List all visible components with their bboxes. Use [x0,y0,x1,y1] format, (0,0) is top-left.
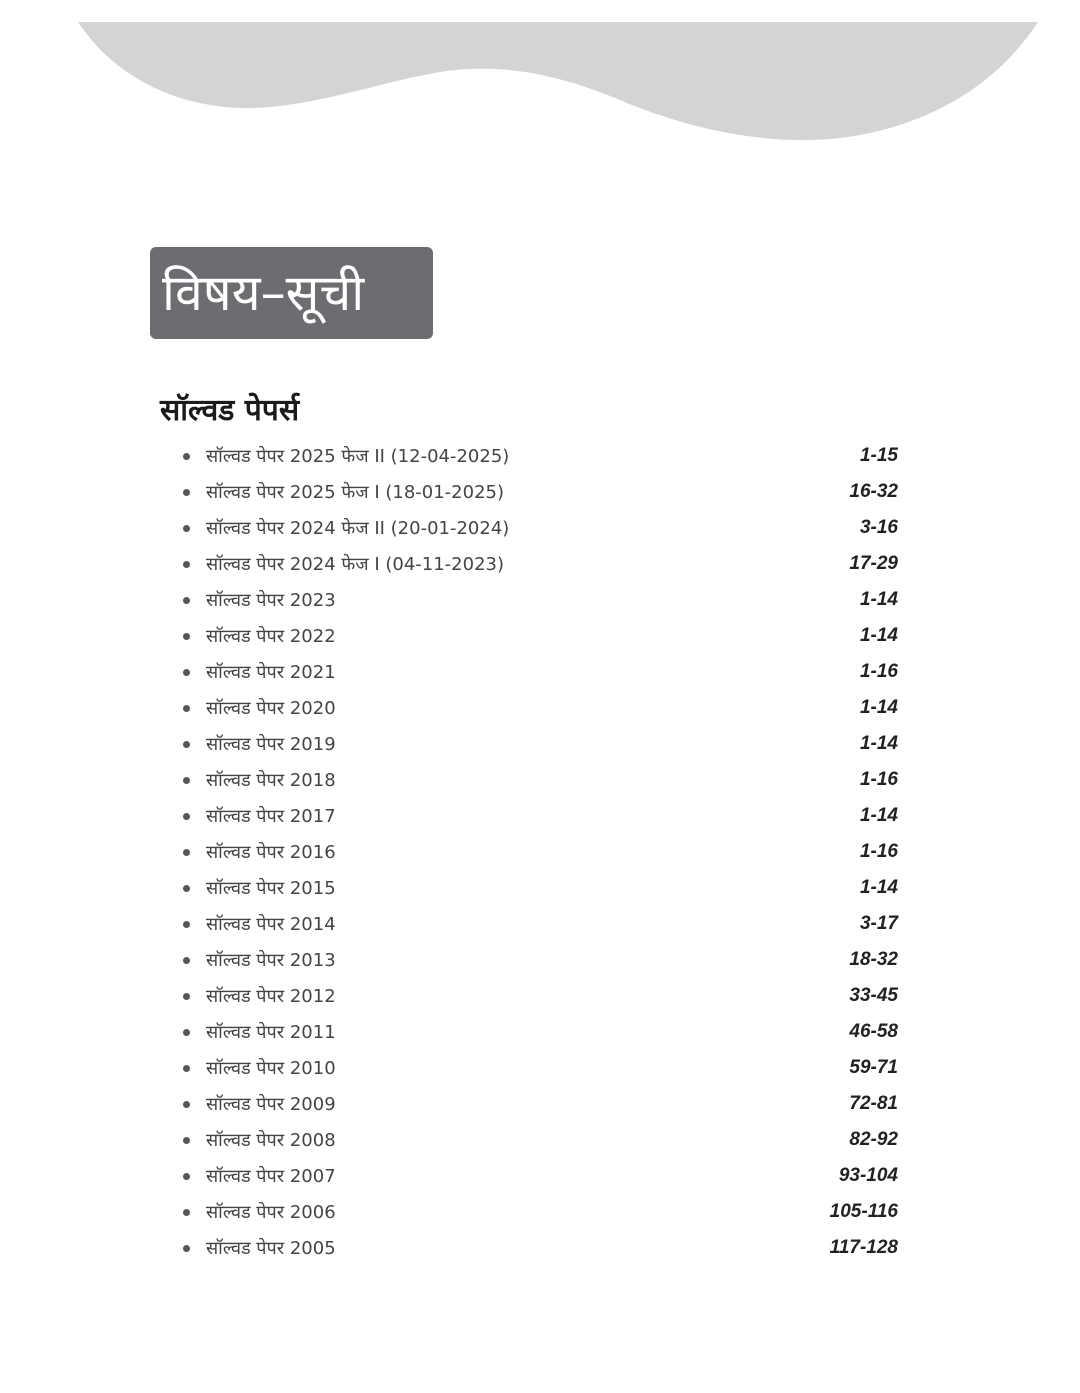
bullet-icon [183,561,190,568]
toc-item-label: सॉल्वड पेपर 2019 [206,734,336,755]
toc-item-label: सॉल्वड पेपर 2016 [206,842,336,863]
toc-item-label: सॉल्वड पेपर 2013 [206,950,336,971]
toc-item-label: सॉल्वड पेपर 2012 [206,986,336,1007]
page-title: विषय–सूची [162,264,365,322]
wave-shape [78,22,1038,140]
toc-item-pages: 33-45 [849,985,898,1006]
toc-item-pages: 1-14 [859,733,898,754]
toc-item-label: सॉल्वड पेपर 2020 [206,698,336,719]
toc-item[interactable] [183,870,898,906]
bullet-icon [183,957,190,964]
toc-item[interactable] [183,474,898,510]
bullet-icon [183,885,190,892]
bullet-icon [183,1245,190,1252]
toc-item[interactable] [183,582,898,618]
toc-item-label: सॉल्वड पेपर 2024 फेज II (20-01-2024) [206,518,510,539]
toc-item-label: सॉल्वड पेपर 2024 फेज I (04-11-2023) [206,554,505,575]
toc-item-label: सॉल्वड पेपर 2011 [206,1022,336,1043]
toc-item[interactable] [183,1158,898,1194]
toc-item-pages: 1-14 [859,877,898,898]
toc-item-label: सॉल्वड पेपर 2008 [206,1130,336,1151]
toc-item-label: सॉल्वड पेपर 2025 फेज I (18-01-2025) [206,482,505,503]
bullet-icon [183,813,190,820]
toc-item-label: सॉल्वड पेपर 2014 [206,914,336,935]
toc-item[interactable] [183,654,898,690]
toc-item-label: सॉल्वड पेपर 2005 [206,1238,336,1259]
bullet-icon [183,597,190,604]
toc-item-pages: 1-15 [859,445,898,466]
bullet-icon [183,525,190,532]
toc-item-pages: 1-14 [859,625,898,646]
toc-item-pages: 93-104 [838,1165,898,1186]
toc-item-label: सॉल्वड पेपर 2006 [206,1202,336,1223]
toc-item[interactable] [183,1230,898,1266]
toc-item[interactable] [183,1014,898,1050]
toc-item[interactable] [183,438,898,474]
toc-item-label: सॉल्वड पेपर 2010 [206,1058,336,1079]
toc-item-pages: 105-116 [829,1201,898,1222]
toc-item-label: सॉल्वड पेपर 2021 [206,662,336,683]
toc-item[interactable] [183,798,898,834]
bullet-icon [183,1101,190,1108]
toc-item[interactable] [183,546,898,582]
bullet-icon [183,453,190,460]
toc-item-pages: 1-16 [859,841,898,862]
toc-item-pages: 16-32 [849,481,898,502]
bullet-icon [183,1137,190,1144]
toc-item-pages: 1-16 [859,661,898,682]
toc-item[interactable] [183,978,898,1014]
bullet-icon [183,849,190,856]
toc-item-pages: 1-16 [859,769,898,790]
toc-item[interactable] [183,1194,898,1230]
toc-item[interactable] [183,1086,898,1122]
toc-item-pages: 59-71 [849,1057,898,1078]
toc-item[interactable] [183,726,898,762]
bullet-icon [183,1065,190,1072]
toc-item-label: सॉल्वड पेपर 2023 [206,590,336,611]
toc-item-label: सॉल्वड पेपर 2025 फेज II (12-04-2025) [206,446,510,467]
toc-item-pages: 17-29 [849,553,898,574]
toc-item[interactable] [183,762,898,798]
toc-item-pages: 18-32 [849,949,898,970]
bullet-icon [183,489,190,496]
toc-item[interactable] [183,834,898,870]
bullet-icon [183,669,190,676]
bullet-icon [183,705,190,712]
toc-item-pages: 72-81 [849,1093,898,1114]
toc-item-label: सॉल्वड पेपर 2022 [206,626,336,647]
bullet-icon [183,741,190,748]
bullet-icon [183,993,190,1000]
bullet-icon [183,921,190,928]
toc-item[interactable] [183,906,898,942]
bullet-icon [183,1029,190,1036]
toc-item[interactable] [183,690,898,726]
toc-item-pages: 3-17 [859,913,898,934]
toc-item[interactable] [183,618,898,654]
toc-item-label: सॉल्वड पेपर 2018 [206,770,336,791]
page-title-box [150,247,433,339]
toc-item-pages: 117-128 [829,1237,898,1258]
toc-item-pages: 3-16 [859,517,898,538]
toc-item[interactable] [183,510,898,546]
bullet-icon [183,1173,190,1180]
toc-item-pages: 1-14 [859,697,898,718]
header-wave-decoration [0,0,1080,160]
table-of-contents [183,438,898,1266]
bullet-icon [183,1209,190,1216]
toc-item[interactable] [183,942,898,978]
toc-item-label: सॉल्वड पेपर 2009 [206,1094,336,1115]
toc-item-label: सॉल्वड पेपर 2007 [206,1166,336,1187]
toc-item-pages: 46-58 [849,1021,898,1042]
bullet-icon [183,777,190,784]
toc-item[interactable] [183,1050,898,1086]
toc-item-pages: 82-92 [849,1129,898,1150]
bullet-icon [183,633,190,640]
section-heading: सॉल्वड पेपर्स [160,393,300,428]
toc-item-label: सॉल्वड पेपर 2017 [206,806,336,827]
toc-item-label: सॉल्वड पेपर 2015 [206,878,336,899]
toc-item-pages: 1-14 [859,589,898,610]
toc-item-pages: 1-14 [859,805,898,826]
toc-item[interactable] [183,1122,898,1158]
